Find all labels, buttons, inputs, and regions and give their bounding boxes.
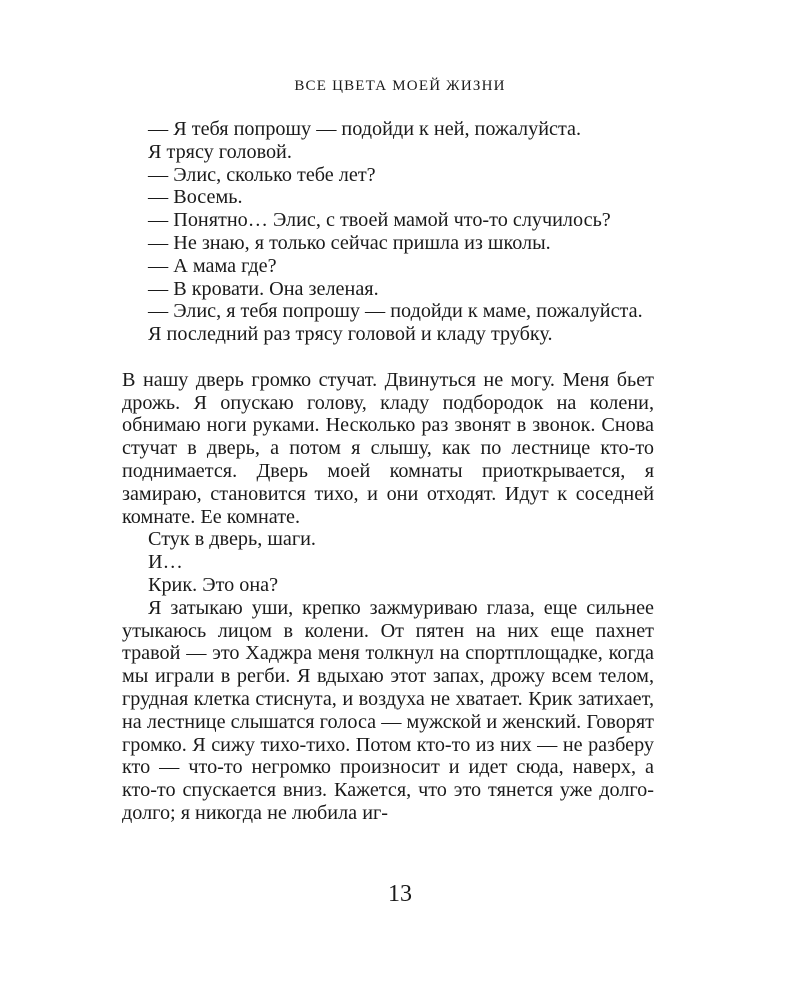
narrative-paragraph: Я затыкаю уши, крепко зажмуриваю глаза, еще сильнее утыкаюсь лицом в колени. От пятен на них еще пахнет травой — это Хаджра меня толкнул на спортплощадке, когда мы играли в регби. Я вдыхаю этот запах, дрожу всем телом, грудная клетка стиснута, и воздуха не хватает. Крик затихает, на лестнице слышатся голоса — мужской и женский. Говорят громко. Я сижу тихо-тихо. Потом кто-то из них — не разберу кто — что-то негромко произносит и идет сюда, наверх, а кто-то спускается вниз. Кажется, что это тянется уже долго-долго; я никогда не любила иг- [122,596,654,824]
page-number: 13 [388,881,412,907]
dialogue-line: — Не знаю, я только сейчас пришла из школы. [148,231,551,254]
dialogue-line: — Я тебя попрошу — подойди к ней, пожалуйста. [148,118,582,140]
dialogue-line: Я последний раз трясу головой и кладу трубку. [148,323,553,346]
dialogue-line: — Понятно… Элис, с твоей мамой что-то случилось? [148,209,611,232]
narrative-paragraph: Крик. Это она? [148,573,279,596]
narrative-paragraph: Стук в дверь, шаги. [148,528,316,551]
dialogue-line: — В кровати. Она зеленая. [148,277,379,300]
dialogue-line: — А мама где? [148,254,277,277]
running-head: ВСЕ ЦВЕТА МОЕЙ ЖИЗНИ [294,78,506,94]
narrative-paragraph: И… [148,551,183,574]
dialogue-line: — Элис, я тебя попрошу — подойди к маме, пожалуйста. [148,300,643,323]
dialogue-line: — Восемь. [148,186,243,209]
body-text [122,118,654,825]
dialogue-line: — Элис, сколько тебе лет? [148,163,376,186]
narrative-paragraph: В нашу дверь громко стучат. Двинуться не могу. Меня бьет дрожь. Я опускаю голову, кладу подбородок на колени, обнимаю ноги руками. Несколько раз звонят в звонок. Снова стучат в дверь, а потом я слышу, как по лестнице кто-то поднимается. Дверь моей комнаты приоткрывается, я замираю, становится тихо, и они отходят. Идут к соседней комнате. Ее комнате. [122,368,654,528]
dialogue-line: Я трясу головой. [148,140,292,163]
